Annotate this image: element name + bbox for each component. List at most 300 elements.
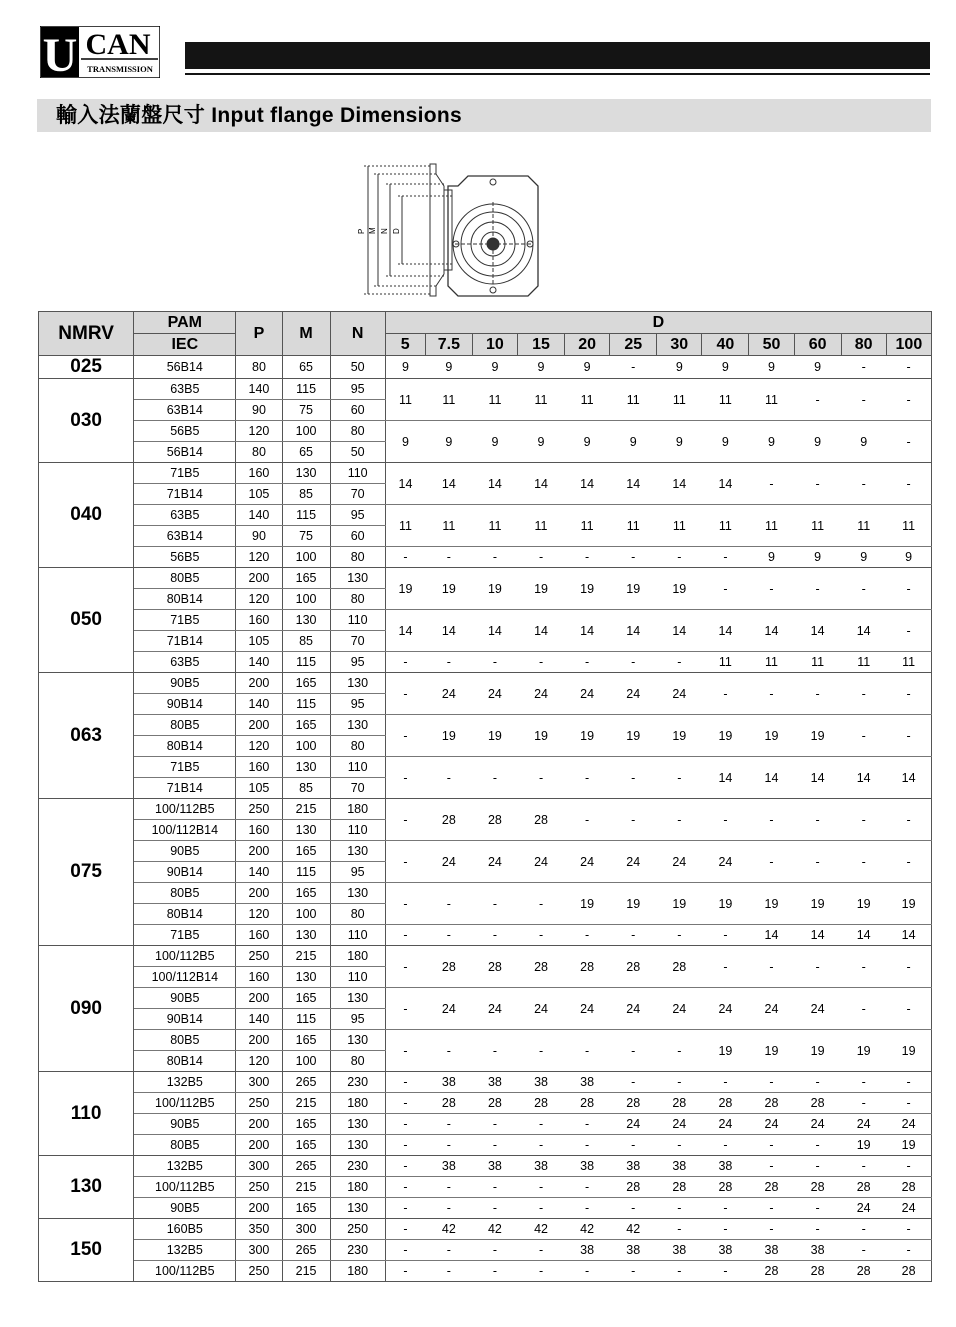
shaft-diameter-cell: 19 bbox=[841, 883, 886, 925]
iec-cell: 90B14 bbox=[134, 694, 236, 715]
shaft-diameter-cell: 9 bbox=[794, 421, 841, 463]
shaft-diameter-cell: - bbox=[425, 925, 472, 946]
shaft-diameter-cell: - bbox=[472, 1135, 517, 1156]
m-cell: 300 bbox=[282, 1219, 330, 1240]
shaft-diameter-cell: 9 bbox=[565, 421, 610, 463]
shaft-diameter-cell: - bbox=[472, 1198, 517, 1219]
shaft-diameter-cell: 28 bbox=[610, 1177, 657, 1198]
shaft-diameter-cell: - bbox=[610, 925, 657, 946]
shaft-diameter-cell: 14 bbox=[841, 757, 886, 799]
shaft-diameter-cell: - bbox=[841, 715, 886, 757]
iec-cell: 90B5 bbox=[134, 673, 236, 694]
shaft-diameter-cell: - bbox=[517, 1240, 564, 1261]
shaft-diameter-cell: 9 bbox=[886, 547, 931, 568]
shaft-diameter-cell: 9 bbox=[702, 356, 749, 379]
table-row bbox=[39, 1240, 932, 1261]
shaft-diameter-cell: 38 bbox=[565, 1156, 610, 1177]
shaft-diameter-cell: 28 bbox=[517, 1093, 564, 1114]
p-cell: 140 bbox=[236, 694, 282, 715]
shaft-diameter-cell: - bbox=[841, 1240, 886, 1261]
input-flange-drawing bbox=[350, 156, 550, 304]
n-cell: 95 bbox=[330, 379, 385, 400]
shaft-diameter-cell: 28 bbox=[749, 1093, 794, 1114]
n-cell: 110 bbox=[330, 967, 385, 988]
shaft-diameter-cell: - bbox=[657, 1135, 702, 1156]
n-cell: 60 bbox=[330, 526, 385, 547]
p-cell: 120 bbox=[236, 589, 282, 610]
shaft-diameter-cell: - bbox=[841, 841, 886, 883]
shaft-diameter-cell: 38 bbox=[610, 1156, 657, 1177]
m-cell: 130 bbox=[282, 967, 330, 988]
shaft-diameter-cell: 28 bbox=[610, 1093, 657, 1114]
shaft-diameter-cell: - bbox=[517, 1177, 564, 1198]
n-cell: 60 bbox=[330, 400, 385, 421]
shaft-diameter-cell: - bbox=[472, 547, 517, 568]
p-cell: 160 bbox=[236, 610, 282, 631]
shaft-diameter-cell: 9 bbox=[472, 421, 517, 463]
logo-sub: TRANSMISSION bbox=[87, 64, 153, 74]
shaft-diameter-cell: - bbox=[385, 652, 425, 673]
shaft-diameter-cell: 24 bbox=[610, 988, 657, 1030]
header-p: P bbox=[236, 312, 282, 356]
shaft-diameter-cell: 28 bbox=[657, 1177, 702, 1198]
p-cell: 200 bbox=[236, 673, 282, 694]
shaft-diameter-cell: 11 bbox=[657, 379, 702, 421]
p-cell: 140 bbox=[236, 505, 282, 526]
shaft-diameter-cell: 11 bbox=[702, 505, 749, 547]
iec-cell: 100/112B5 bbox=[134, 1261, 236, 1282]
shaft-diameter-cell: - bbox=[517, 652, 564, 673]
shaft-diameter-cell: 9 bbox=[425, 356, 472, 379]
shaft-diameter-cell: - bbox=[610, 1072, 657, 1093]
shaft-diameter-cell: - bbox=[385, 988, 425, 1030]
header-ratio: 7.5 bbox=[425, 334, 472, 356]
iec-cell: 63B5 bbox=[134, 379, 236, 400]
shaft-diameter-cell: - bbox=[385, 1156, 425, 1177]
iec-cell: 100/112B5 bbox=[134, 1093, 236, 1114]
shaft-diameter-cell: - bbox=[385, 799, 425, 841]
shaft-diameter-cell: 14 bbox=[702, 757, 749, 799]
shaft-diameter-cell: - bbox=[610, 356, 657, 379]
shaft-diameter-cell: - bbox=[425, 547, 472, 568]
p-cell: 160 bbox=[236, 820, 282, 841]
shaft-diameter-cell: 24 bbox=[610, 1114, 657, 1135]
table-row bbox=[39, 547, 932, 568]
shaft-diameter-cell: 38 bbox=[472, 1156, 517, 1177]
shaft-diameter-cell: 38 bbox=[749, 1240, 794, 1261]
shaft-diameter-cell: - bbox=[886, 1240, 931, 1261]
shaft-diameter-cell: 14 bbox=[425, 610, 472, 652]
n-cell: 70 bbox=[330, 484, 385, 505]
m-cell: 100 bbox=[282, 904, 330, 925]
shaft-diameter-cell: 19 bbox=[886, 883, 931, 925]
shaft-diameter-cell: - bbox=[794, 1219, 841, 1240]
dim-label-p: P bbox=[357, 228, 366, 234]
n-cell: 130 bbox=[330, 715, 385, 736]
iec-cell: 80B5 bbox=[134, 1135, 236, 1156]
iec-cell: 80B14 bbox=[134, 904, 236, 925]
model-cell: 050 bbox=[39, 568, 134, 673]
shaft-diameter-cell: - bbox=[702, 1219, 749, 1240]
shaft-diameter-cell: - bbox=[886, 799, 931, 841]
shaft-diameter-cell: - bbox=[841, 1093, 886, 1114]
shaft-diameter-cell: 19 bbox=[610, 883, 657, 925]
shaft-diameter-cell: 14 bbox=[749, 610, 794, 652]
shaft-diameter-cell: - bbox=[841, 1219, 886, 1240]
shaft-diameter-cell: 28 bbox=[517, 799, 564, 841]
shaft-diameter-cell: - bbox=[385, 1114, 425, 1135]
n-cell: 95 bbox=[330, 652, 385, 673]
iec-cell: 90B14 bbox=[134, 862, 236, 883]
shaft-diameter-cell: 14 bbox=[794, 757, 841, 799]
shaft-diameter-cell: - bbox=[610, 1030, 657, 1072]
shaft-diameter-cell: - bbox=[425, 1177, 472, 1198]
shaft-diameter-cell: - bbox=[749, 673, 794, 715]
iec-cell: 71B14 bbox=[134, 484, 236, 505]
n-cell: 110 bbox=[330, 757, 385, 778]
shaft-diameter-cell: - bbox=[841, 799, 886, 841]
header-d: D bbox=[385, 312, 931, 334]
shaft-diameter-cell: 11 bbox=[517, 505, 564, 547]
shaft-diameter-cell: - bbox=[385, 1198, 425, 1219]
n-cell: 230 bbox=[330, 1072, 385, 1093]
shaft-diameter-cell: - bbox=[657, 1198, 702, 1219]
n-cell: 110 bbox=[330, 820, 385, 841]
shaft-diameter-cell: 24 bbox=[517, 841, 564, 883]
shaft-diameter-cell: 11 bbox=[517, 379, 564, 421]
shaft-diameter-cell: - bbox=[794, 799, 841, 841]
p-cell: 350 bbox=[236, 1219, 282, 1240]
shaft-diameter-cell: 11 bbox=[565, 379, 610, 421]
shaft-diameter-cell: 9 bbox=[841, 421, 886, 463]
header-n: N bbox=[330, 312, 385, 356]
iec-cell: 90B5 bbox=[134, 988, 236, 1009]
shaft-diameter-cell: - bbox=[886, 1219, 931, 1240]
n-cell: 130 bbox=[330, 673, 385, 694]
shaft-diameter-cell: 19 bbox=[472, 568, 517, 610]
shaft-diameter-cell: - bbox=[425, 1198, 472, 1219]
shaft-diameter-cell: - bbox=[749, 1219, 794, 1240]
n-cell: 80 bbox=[330, 1051, 385, 1072]
model-cell: 150 bbox=[39, 1219, 134, 1282]
shaft-diameter-cell: - bbox=[385, 1261, 425, 1282]
shaft-diameter-cell: - bbox=[610, 799, 657, 841]
m-cell: 130 bbox=[282, 610, 330, 631]
shaft-diameter-cell: - bbox=[385, 1072, 425, 1093]
shaft-diameter-cell: - bbox=[385, 946, 425, 988]
table-row bbox=[39, 1198, 932, 1219]
shaft-diameter-cell: - bbox=[425, 1261, 472, 1282]
m-cell: 165 bbox=[282, 883, 330, 904]
shaft-diameter-cell: 14 bbox=[886, 757, 931, 799]
shaft-diameter-cell: 28 bbox=[749, 1177, 794, 1198]
shaft-diameter-cell: 24 bbox=[749, 1114, 794, 1135]
model-cell: 130 bbox=[39, 1156, 134, 1219]
p-cell: 300 bbox=[236, 1072, 282, 1093]
shaft-diameter-cell: - bbox=[385, 1240, 425, 1261]
p-cell: 160 bbox=[236, 967, 282, 988]
shaft-diameter-cell: - bbox=[794, 1198, 841, 1219]
shaft-diameter-cell: 19 bbox=[657, 883, 702, 925]
p-cell: 200 bbox=[236, 1114, 282, 1135]
shaft-diameter-cell: - bbox=[841, 379, 886, 421]
p-cell: 140 bbox=[236, 862, 282, 883]
n-cell: 95 bbox=[330, 694, 385, 715]
p-cell: 120 bbox=[236, 736, 282, 757]
n-cell: 80 bbox=[330, 547, 385, 568]
m-cell: 215 bbox=[282, 946, 330, 967]
shaft-diameter-cell: - bbox=[702, 568, 749, 610]
shaft-diameter-cell: 11 bbox=[841, 505, 886, 547]
table-row bbox=[39, 757, 932, 778]
shaft-diameter-cell: 11 bbox=[610, 505, 657, 547]
iec-cell: 160B5 bbox=[134, 1219, 236, 1240]
n-cell: 95 bbox=[330, 1009, 385, 1030]
shaft-diameter-cell: 11 bbox=[886, 652, 931, 673]
shaft-diameter-cell: 24 bbox=[702, 841, 749, 883]
shaft-diameter-cell: - bbox=[702, 925, 749, 946]
shaft-diameter-cell: 9 bbox=[702, 421, 749, 463]
shaft-diameter-cell: - bbox=[517, 1198, 564, 1219]
shaft-diameter-cell: 38 bbox=[657, 1156, 702, 1177]
shaft-diameter-cell: 19 bbox=[841, 1135, 886, 1156]
shaft-diameter-cell: - bbox=[425, 1135, 472, 1156]
n-cell: 250 bbox=[330, 1219, 385, 1240]
n-cell: 230 bbox=[330, 1156, 385, 1177]
shaft-diameter-cell: - bbox=[425, 1240, 472, 1261]
header-ratio: 30 bbox=[657, 334, 702, 356]
header-ratio: 10 bbox=[472, 334, 517, 356]
shaft-diameter-cell: - bbox=[657, 1219, 702, 1240]
shaft-diameter-cell: 24 bbox=[425, 841, 472, 883]
shaft-diameter-cell: 28 bbox=[565, 946, 610, 988]
header-nmrv: NMRV bbox=[39, 312, 134, 356]
model-cell: 110 bbox=[39, 1072, 134, 1156]
shaft-diameter-cell: - bbox=[472, 1261, 517, 1282]
shaft-diameter-cell: - bbox=[886, 356, 931, 379]
n-cell: 180 bbox=[330, 946, 385, 967]
shaft-diameter-cell: - bbox=[657, 757, 702, 799]
shaft-diameter-cell: - bbox=[794, 1072, 841, 1093]
shaft-diameter-cell: 38 bbox=[425, 1072, 472, 1093]
shaft-diameter-cell: - bbox=[702, 1072, 749, 1093]
header-ratio: 15 bbox=[517, 334, 564, 356]
shaft-diameter-cell: - bbox=[610, 757, 657, 799]
shaft-diameter-cell: - bbox=[565, 652, 610, 673]
m-cell: 115 bbox=[282, 694, 330, 715]
shaft-diameter-cell: - bbox=[517, 1030, 564, 1072]
m-cell: 100 bbox=[282, 1051, 330, 1072]
shaft-diameter-cell: 11 bbox=[657, 505, 702, 547]
table-row bbox=[39, 925, 932, 946]
shaft-diameter-cell: - bbox=[841, 568, 886, 610]
shaft-diameter-cell: 38 bbox=[657, 1240, 702, 1261]
shaft-diameter-cell: 9 bbox=[565, 356, 610, 379]
shaft-diameter-cell: 28 bbox=[841, 1261, 886, 1282]
shaft-diameter-cell: 14 bbox=[749, 925, 794, 946]
iec-cell: 63B14 bbox=[134, 400, 236, 421]
n-cell: 80 bbox=[330, 904, 385, 925]
shaft-diameter-cell: 14 bbox=[517, 463, 564, 505]
header-bar bbox=[185, 42, 930, 69]
shaft-diameter-cell: - bbox=[565, 1114, 610, 1135]
m-cell: 165 bbox=[282, 841, 330, 862]
shaft-diameter-cell: - bbox=[702, 1261, 749, 1282]
shaft-diameter-cell: 9 bbox=[472, 356, 517, 379]
shaft-diameter-cell: 38 bbox=[425, 1156, 472, 1177]
table-row bbox=[39, 1135, 932, 1156]
iec-cell: 56B5 bbox=[134, 547, 236, 568]
shaft-diameter-cell: 14 bbox=[886, 925, 931, 946]
m-cell: 85 bbox=[282, 631, 330, 652]
shaft-diameter-cell: - bbox=[385, 547, 425, 568]
shaft-diameter-cell: 9 bbox=[517, 356, 564, 379]
shaft-diameter-cell: 24 bbox=[610, 841, 657, 883]
shaft-diameter-cell: 42 bbox=[565, 1219, 610, 1240]
shaft-diameter-cell: - bbox=[610, 1135, 657, 1156]
shaft-diameter-cell: - bbox=[794, 568, 841, 610]
shaft-diameter-cell: 11 bbox=[565, 505, 610, 547]
shaft-diameter-cell: - bbox=[565, 547, 610, 568]
table-row bbox=[39, 1177, 932, 1198]
iec-cell: 90B5 bbox=[134, 1198, 236, 1219]
n-cell: 180 bbox=[330, 1261, 385, 1282]
logo-letter: U bbox=[42, 29, 78, 78]
m-cell: 85 bbox=[282, 778, 330, 799]
shaft-diameter-cell: - bbox=[886, 673, 931, 715]
m-cell: 215 bbox=[282, 1177, 330, 1198]
shaft-diameter-cell: - bbox=[657, 1072, 702, 1093]
p-cell: 200 bbox=[236, 1030, 282, 1051]
m-cell: 100 bbox=[282, 547, 330, 568]
shaft-diameter-cell: 9 bbox=[425, 421, 472, 463]
model-cell: 025 bbox=[39, 356, 134, 379]
shaft-diameter-cell: - bbox=[385, 841, 425, 883]
shaft-diameter-cell: - bbox=[610, 1261, 657, 1282]
m-cell: 85 bbox=[282, 484, 330, 505]
m-cell: 265 bbox=[282, 1240, 330, 1261]
shaft-diameter-cell: - bbox=[565, 1261, 610, 1282]
shaft-diameter-cell: 11 bbox=[425, 505, 472, 547]
shaft-diameter-cell: - bbox=[886, 1072, 931, 1093]
table-row bbox=[39, 1261, 932, 1282]
m-cell: 75 bbox=[282, 400, 330, 421]
shaft-diameter-cell: 28 bbox=[886, 1177, 931, 1198]
shaft-diameter-cell: - bbox=[702, 673, 749, 715]
shaft-diameter-cell: - bbox=[657, 1030, 702, 1072]
shaft-diameter-cell: 28 bbox=[702, 1093, 749, 1114]
shaft-diameter-cell: - bbox=[841, 1072, 886, 1093]
shaft-diameter-cell: - bbox=[472, 925, 517, 946]
table-row bbox=[39, 946, 932, 967]
m-cell: 265 bbox=[282, 1072, 330, 1093]
p-cell: 160 bbox=[236, 463, 282, 484]
shaft-diameter-cell: 14 bbox=[610, 610, 657, 652]
shaft-diameter-cell: 11 bbox=[385, 505, 425, 547]
shaft-diameter-cell: 19 bbox=[886, 1030, 931, 1072]
shaft-diameter-cell: 14 bbox=[794, 925, 841, 946]
shaft-diameter-cell: - bbox=[886, 841, 931, 883]
shaft-diameter-cell: 28 bbox=[657, 946, 702, 988]
p-cell: 120 bbox=[236, 904, 282, 925]
shaft-diameter-cell: 19 bbox=[565, 715, 610, 757]
shaft-diameter-cell: 11 bbox=[702, 652, 749, 673]
shaft-diameter-cell: 19 bbox=[702, 715, 749, 757]
shaft-diameter-cell: - bbox=[657, 925, 702, 946]
shaft-diameter-cell: 14 bbox=[657, 610, 702, 652]
model-cell: 063 bbox=[39, 673, 134, 799]
iec-cell: 132B5 bbox=[134, 1156, 236, 1177]
shaft-diameter-cell: - bbox=[610, 1198, 657, 1219]
iec-cell: 63B5 bbox=[134, 652, 236, 673]
shaft-diameter-cell: 24 bbox=[657, 988, 702, 1030]
shaft-diameter-cell: - bbox=[425, 1030, 472, 1072]
header-ratio: 50 bbox=[749, 334, 794, 356]
shaft-diameter-cell: 11 bbox=[794, 652, 841, 673]
shaft-diameter-cell: 19 bbox=[657, 568, 702, 610]
shaft-diameter-cell: - bbox=[657, 1261, 702, 1282]
header-ratio: 20 bbox=[565, 334, 610, 356]
shaft-diameter-cell: 28 bbox=[794, 1261, 841, 1282]
shaft-diameter-cell: 24 bbox=[794, 1114, 841, 1135]
n-cell: 130 bbox=[330, 1114, 385, 1135]
shaft-diameter-cell: 24 bbox=[610, 673, 657, 715]
shaft-diameter-cell: - bbox=[565, 1177, 610, 1198]
shaft-diameter-cell: 24 bbox=[841, 1198, 886, 1219]
header-ratio: 5 bbox=[385, 334, 425, 356]
shaft-diameter-cell: 9 bbox=[794, 547, 841, 568]
header-ratio: 60 bbox=[794, 334, 841, 356]
shaft-diameter-cell: 24 bbox=[425, 988, 472, 1030]
n-cell: 70 bbox=[330, 631, 385, 652]
m-cell: 130 bbox=[282, 820, 330, 841]
shaft-diameter-cell: 38 bbox=[702, 1240, 749, 1261]
shaft-diameter-cell: 28 bbox=[794, 1093, 841, 1114]
shaft-diameter-cell: 9 bbox=[610, 421, 657, 463]
p-cell: 120 bbox=[236, 547, 282, 568]
shaft-diameter-cell: 14 bbox=[610, 463, 657, 505]
header-ratio: 25 bbox=[610, 334, 657, 356]
n-cell: 180 bbox=[330, 799, 385, 820]
p-cell: 250 bbox=[236, 1261, 282, 1282]
shaft-diameter-cell: 11 bbox=[425, 379, 472, 421]
iec-cell: 71B5 bbox=[134, 463, 236, 484]
shaft-diameter-cell: - bbox=[886, 715, 931, 757]
iec-cell: 80B5 bbox=[134, 883, 236, 904]
p-cell: 200 bbox=[236, 715, 282, 736]
shaft-diameter-cell: 38 bbox=[565, 1072, 610, 1093]
shaft-diameter-cell: - bbox=[517, 925, 564, 946]
m-cell: 165 bbox=[282, 1135, 330, 1156]
shaft-diameter-cell: 11 bbox=[886, 505, 931, 547]
shaft-diameter-cell: - bbox=[886, 379, 931, 421]
shaft-diameter-cell: 42 bbox=[610, 1219, 657, 1240]
shaft-diameter-cell: - bbox=[702, 1135, 749, 1156]
shaft-diameter-cell: - bbox=[472, 652, 517, 673]
shaft-diameter-cell: 38 bbox=[517, 1072, 564, 1093]
shaft-diameter-cell: - bbox=[841, 988, 886, 1030]
p-cell: 120 bbox=[236, 421, 282, 442]
shaft-diameter-cell: - bbox=[565, 1030, 610, 1072]
shaft-diameter-cell: 24 bbox=[657, 841, 702, 883]
shaft-diameter-cell: - bbox=[565, 1198, 610, 1219]
shaft-diameter-cell: 28 bbox=[886, 1261, 931, 1282]
n-cell: 130 bbox=[330, 1198, 385, 1219]
p-cell: 250 bbox=[236, 1093, 282, 1114]
shaft-diameter-cell: 19 bbox=[565, 883, 610, 925]
shaft-diameter-cell: - bbox=[517, 547, 564, 568]
shaft-diameter-cell: 19 bbox=[517, 715, 564, 757]
